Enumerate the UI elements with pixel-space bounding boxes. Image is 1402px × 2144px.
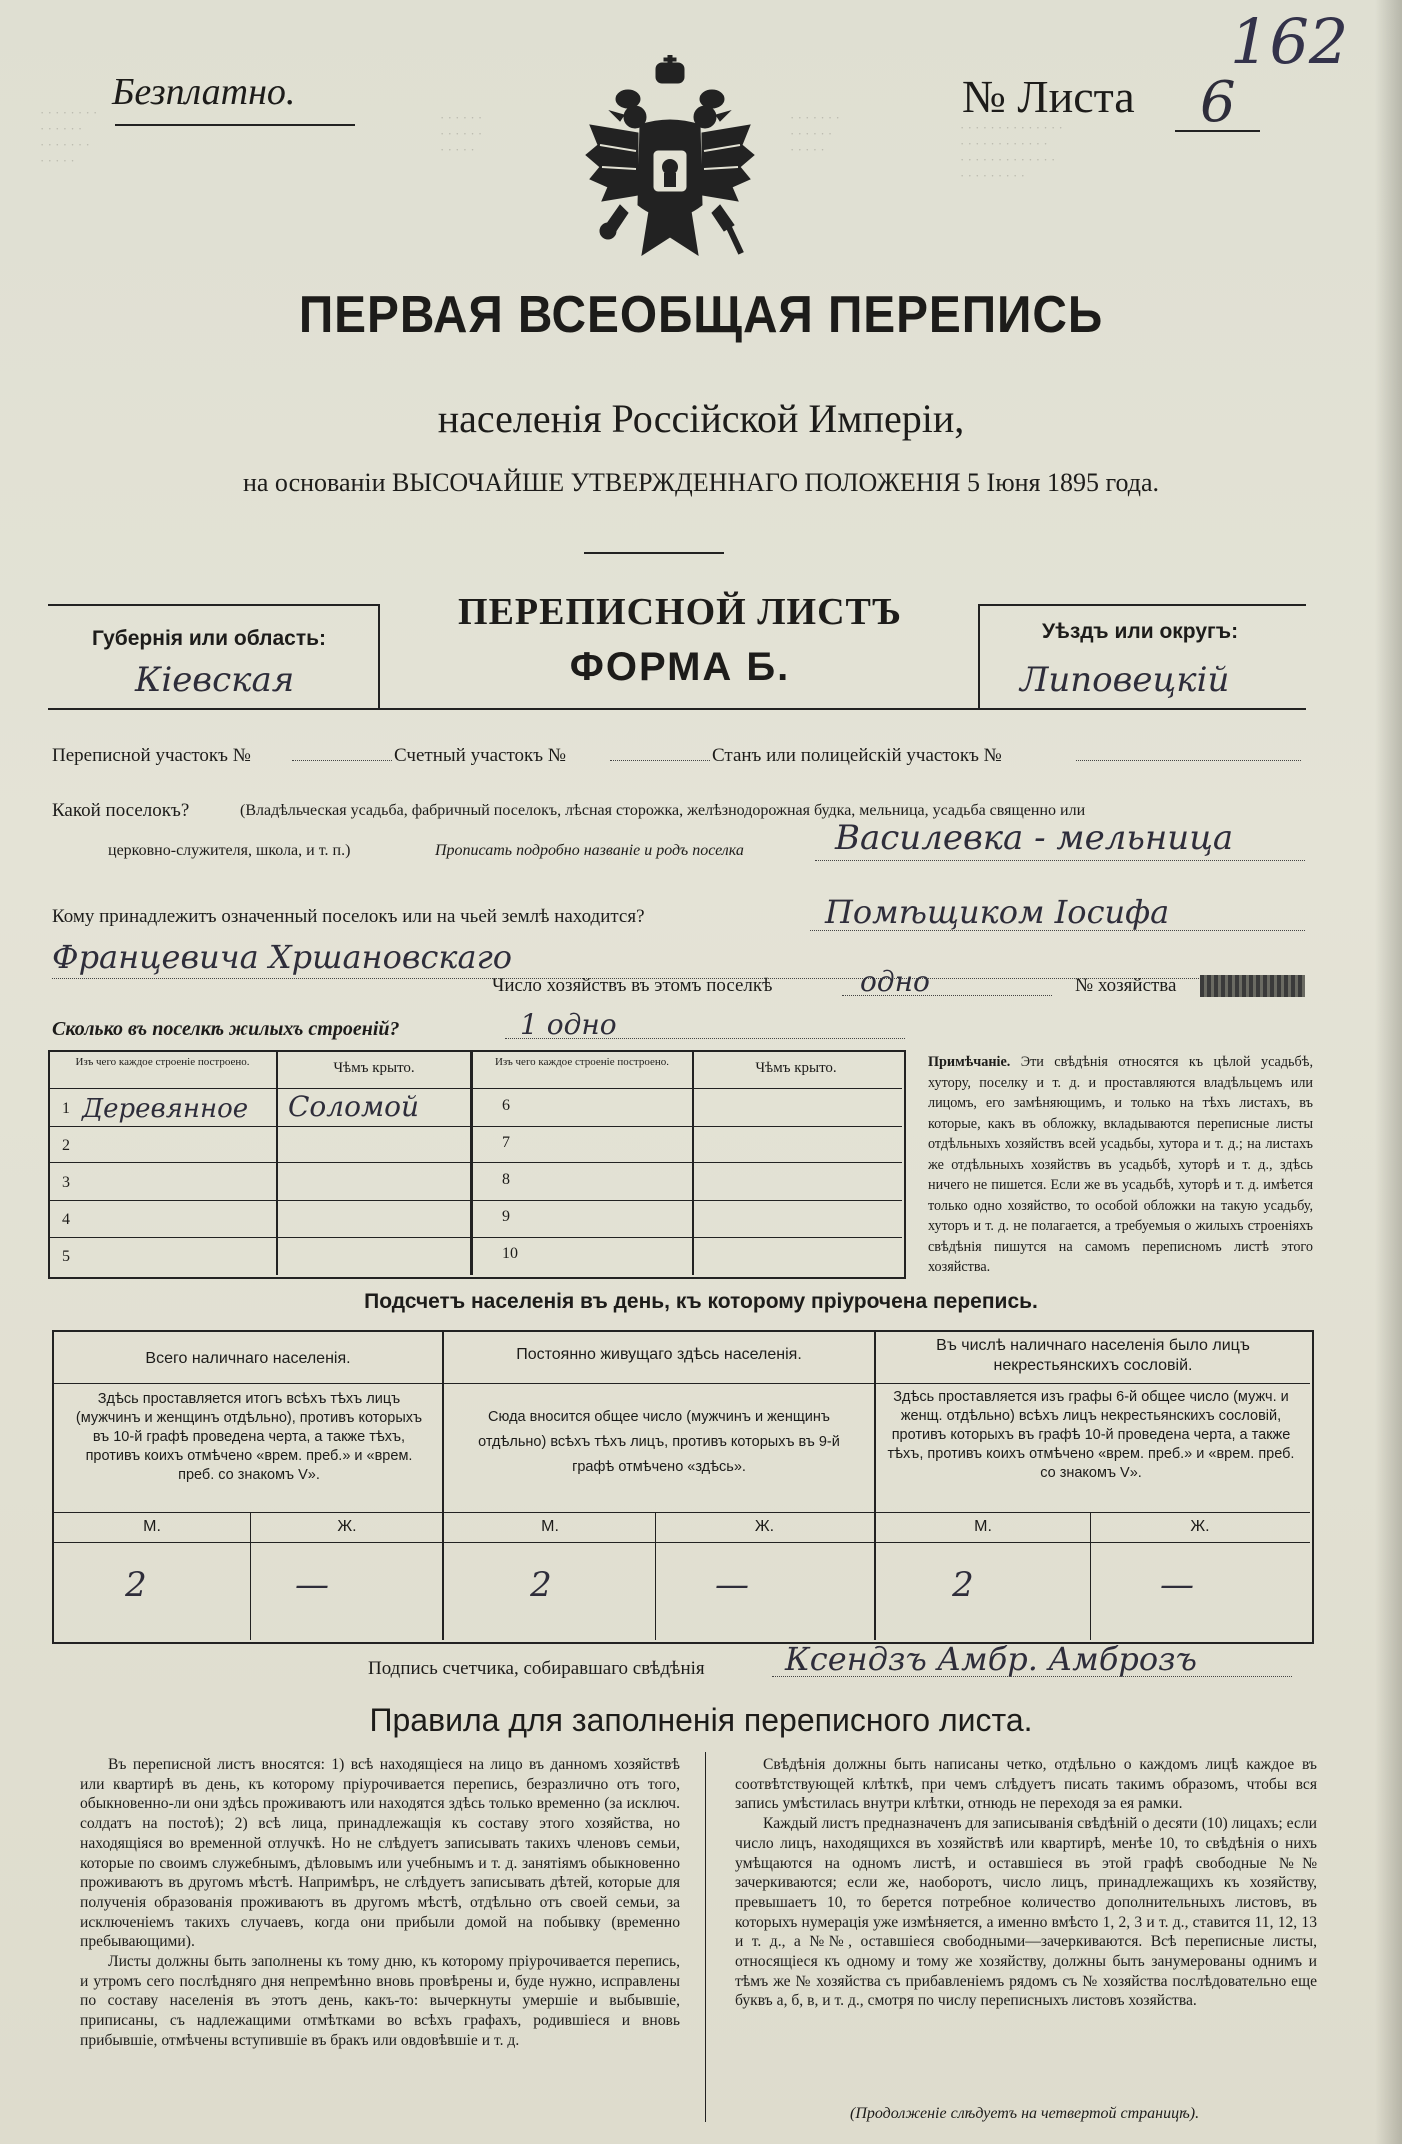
police-district-label: Станъ или полицейскій участокъ № bbox=[712, 745, 1002, 766]
col-material-header: Изъ чего каждое строеніе построено. bbox=[494, 1056, 670, 1068]
title-separator bbox=[584, 552, 724, 554]
census-subtitle: населенія Россійской Имперіи, bbox=[437, 396, 965, 441]
note-text: Эти свѣдѣнія относятся къ цѣлой усадьбѣ, хутору, поселку и т. д. и проставляются владѣльцемъ или лицомъ, его замѣняющимъ, и только на тѣхъ листахъ, въ которые, какъ въ обложку, вкладываются переписные листы отдѣльныхъ хозяйствъ всей усадьбы, хутора и т. д.; на листахъ же отдѣльныхъ хозяйствъ въ усадьбѣ, хуторѣ и т. д., здѣсь ничего не пишется. Если же въ усадьбѣ, хуторѣ и т. д. имѣется только одно хозяйство, то особой обложки на такую усадьбу, хуторъ и т. д. не полагается, а требуемыя о жилыхъ строеніяхъ свѣдѣнія пишутся на самомъ переписномъ листѣ этого хозяйства. bbox=[928, 1054, 1313, 1275]
rules-continued-note: (Продолженіе слѣдуетъ на четвертой страницѣ). bbox=[850, 2105, 1200, 2122]
settlement-hint: (Владѣльческая усадьба, фабричный поселокъ, лѣсная сторожка, желѣзнодорожная будка, мельница, усадьба священно или bbox=[240, 802, 1086, 819]
households-label: Число хозяйствъ въ этомъ поселкѣ bbox=[492, 975, 773, 996]
row-number: 9 bbox=[502, 1208, 510, 1225]
bleed-through-text: · · · · · · · · · · · · · · · · · bbox=[440, 110, 483, 157]
bleed-through-text: · · · · · · · · · · · · · · · · · · · · · · · · · · · · · · · · · · · · · · · · · · · · · · · · bbox=[960, 120, 1063, 183]
settlement-label: Какой поселокъ? bbox=[52, 800, 190, 821]
bleed-through-text: · · · · · · · · · · · · · · · · · · · · · · · · · · bbox=[40, 105, 98, 168]
police-district-field bbox=[1076, 760, 1301, 761]
mf-divider bbox=[250, 1512, 251, 1640]
note-block bbox=[928, 1052, 1313, 1278]
rules-left-column bbox=[80, 1755, 680, 2051]
row-number: 1 bbox=[62, 1100, 70, 1117]
row-number: 10 bbox=[502, 1245, 518, 1262]
col-roof-header: Чѣмъ крыто. bbox=[755, 1060, 837, 1076]
mf-divider bbox=[1090, 1512, 1091, 1640]
table-header-rule bbox=[50, 1088, 902, 1089]
row-number: 4 bbox=[62, 1211, 70, 1228]
population-col-rule bbox=[442, 1332, 444, 1640]
sheet-number-underline bbox=[1175, 130, 1260, 132]
row-number: 3 bbox=[62, 1174, 70, 1191]
district-value: Липовецкій bbox=[1020, 660, 1230, 700]
bleed-through-text: · · · · · · · · · · · · · · · · · · bbox=[790, 110, 840, 157]
male-label: М. bbox=[143, 1518, 161, 1535]
rules-right-column bbox=[735, 1755, 1317, 2011]
province-top-rule bbox=[48, 604, 378, 606]
signature-field bbox=[772, 1676, 1292, 1677]
table-col-rule bbox=[470, 1052, 473, 1275]
row-number: 7 bbox=[502, 1134, 510, 1151]
male-label: М. bbox=[974, 1518, 992, 1535]
population-header-rule bbox=[54, 1383, 1310, 1384]
form-header-bottom-rule bbox=[48, 708, 1306, 710]
rules-right-paragraph: Свѣдѣнія должны быть написаны четко, отдѣльно о каждомъ лицѣ каждое въ соотвѣтствующей клѣткѣ, при чемъ слѣдуетъ писать такимъ образомъ, чтобы вся запись умѣстилась внутри клѣтки, отнюдь не переходя за ея рамки. bbox=[735, 1756, 1317, 1813]
row-material: Деревянное bbox=[82, 1094, 249, 1124]
page-edge-shadow bbox=[1375, 0, 1402, 2144]
population-col2-text: Сюда вносится общее число (мужчинъ и женщинъ отдѣльно) всѣхъ тѣхъ лицъ, противъ которыхъ въ 9-й графѣ отмѣчено «здѣсь». bbox=[478, 1409, 840, 1475]
col-roof-header: Чѣмъ крыто. bbox=[333, 1060, 415, 1076]
table-col-rule bbox=[276, 1052, 278, 1275]
rules-left-paragraph: Листы должны быть заполнены къ тому дню, къ которому пріурочивается перепись, и утромъ сего послѣдняго дня непремѣнно вновь провѣрены и, буде нужно, исправлены по составу населенія въ этотъ день, какъ-то: вычеркнуты умершіе и выбывшіе, приписаны, съ надлежащими отмѣтками во всѣхъ графахъ, родившіеся и вновь прибывшіе, отмѣчены вступившіе въ бракъ или овдовѣвшіе и т. д. bbox=[80, 1953, 680, 2049]
total-female-value: — bbox=[295, 1565, 329, 1605]
male-label: М. bbox=[541, 1518, 559, 1535]
population-text-rule bbox=[54, 1512, 1310, 1513]
buildings-label: Сколько въ поселкѣ жилыхъ строеній? bbox=[52, 1018, 400, 1040]
district-label: Уѣздъ или округъ: bbox=[1042, 620, 1239, 643]
row-roof: Соломой bbox=[288, 1090, 420, 1123]
form-type: ФОРМА Б. bbox=[569, 645, 791, 689]
settlement-hint-2: церковно-служителя, школа, и т. п.) bbox=[108, 842, 351, 859]
province-value: Кіевская bbox=[135, 660, 295, 700]
census-district-field bbox=[292, 760, 392, 761]
resident-female-value: — bbox=[715, 1565, 749, 1605]
rules-title: Правила для заполненія переписного листа. bbox=[369, 1702, 1033, 1738]
settlement-instruction: Прописать подробно названіе и родъ поселка bbox=[435, 842, 744, 859]
settlement-field bbox=[815, 860, 1305, 861]
population-col3-text: Здѣсь проставляется изъ графы 6-й общее число (мужч. и женщ. отдѣльно) всѣхъ лицъ некрестьянскихъ сословій, противъ которыхъ въ графѣ 10-й проведена черта, а также тѣхъ, противъ коихъ отмѣчено «врем. преб.» и «врем. преб. со знакомъ V». bbox=[887, 1389, 1295, 1481]
district-top-rule bbox=[978, 604, 1306, 606]
household-number-label: № хозяйства bbox=[1075, 975, 1177, 996]
households-value: одно bbox=[860, 965, 930, 998]
owner-value-2: Францевича Хршановскаго bbox=[52, 938, 513, 976]
households-field bbox=[842, 995, 1052, 996]
census-title: ПЕРВАЯ ВСЕОБЩАЯ ПЕРЕПИСЬ bbox=[298, 286, 1104, 344]
double-headed-eagle-emblem bbox=[580, 55, 760, 270]
rules-left-paragraph: Въ переписной листъ вносятся: 1) всѣ находящіеся на лицо въ данномъ хозяйствѣ или квартирѣ въ день, къ которому пріурочивается перепись, безразлично отъ того, обыкновенно-ли они здѣсь проживаютъ или находятся здѣсь только временно (за исключ. солдатъ на постоѣ); 2) всѣ лица, принадлежащія къ составу этого хозяйства, но находящіяся во временной отлучкѣ. Но не слѣдуетъ записывать такихъ членовъ семьи, которые по своимъ служебнымъ, дѣловымъ или учебнымъ и т. д. занятіямъ обыкновенно проживаютъ въ другомъ мѣстѣ. Напримѣръ, не слѣдуетъ записывать дѣтей, которые для полученія образованія проживаютъ въ другомъ мѣстѣ, отдѣльно отъ своей семьи, за исключеніемъ такихъ случаевъ, когда они прибыли домой на побывку (временно пребывающими). bbox=[80, 1756, 680, 1951]
non-peasant-female-value: — bbox=[1160, 1565, 1194, 1605]
owner-label: Кому принадлежитъ означенный поселокъ или на чьей землѣ находится? bbox=[52, 906, 645, 927]
signature-label: Подпись счетчика, собиравшаго свѣдѣнія bbox=[368, 1658, 705, 1679]
district-box-rule bbox=[978, 604, 980, 710]
row-number: 6 bbox=[502, 1097, 510, 1114]
signature-value: Ксендзъ Амбр. Амброзъ bbox=[785, 1640, 1197, 1678]
row-number: 5 bbox=[62, 1248, 70, 1265]
form-name: ПЕРЕПИСНОЙ ЛИСТЪ bbox=[458, 591, 902, 633]
population-col3-header: Въ числѣ наличнаго населенія было лицъ некрестьянскихъ сословій. bbox=[936, 1337, 1250, 1374]
owner-value-1: Помѣщиком Іосифа bbox=[825, 893, 1170, 931]
census-basis: на основаніи ВЫСОЧАЙШЕ УТВЕРЖДЕННАГО ПОЛОЖЕНІЯ 5 Іюня 1895 года. bbox=[242, 468, 1160, 497]
page-number: 162 bbox=[1230, 5, 1349, 78]
buildings-table bbox=[48, 1050, 906, 1279]
free-underline bbox=[115, 124, 355, 126]
row-number: 2 bbox=[62, 1137, 70, 1154]
census-district-label: Переписной участокъ № bbox=[52, 745, 251, 766]
free-label: Безплатно. bbox=[112, 71, 296, 113]
sheet-number-value: 6 bbox=[1200, 70, 1236, 135]
count-district-label: Счетный участокъ № bbox=[394, 745, 566, 766]
col-material-header: Изъ чего каждое строеніе построено. bbox=[75, 1056, 250, 1068]
population-col1-text: Здѣсь проставляется итогъ всѣхъ тѣхъ лицъ (мужчинъ и женщинъ отдѣльно), противъ которыхъ въ 10-й графѣ проведена черта, а также тѣхъ, противъ коихъ отмѣчено «врем. преб.» и «врем. преб. со знакомъ V». bbox=[75, 1391, 423, 1483]
mf-divider bbox=[655, 1512, 656, 1640]
table-row-rule bbox=[50, 1237, 902, 1238]
non-peasant-male-value: 2 bbox=[952, 1565, 974, 1605]
table-row-rule bbox=[50, 1162, 902, 1163]
resident-male-value: 2 bbox=[530, 1565, 552, 1605]
table-col-rule bbox=[692, 1052, 694, 1275]
rules-column-divider bbox=[705, 1752, 706, 2122]
household-number-redaction bbox=[1200, 975, 1305, 997]
population-mf-rule bbox=[54, 1542, 1310, 1543]
population-col2-header: Постоянно живущаго здѣсь населенія. bbox=[516, 1346, 802, 1363]
table-row-rule bbox=[50, 1200, 902, 1201]
female-label: Ж. bbox=[754, 1518, 775, 1535]
table-row-rule bbox=[50, 1126, 902, 1127]
sheet-number-label: № Листа bbox=[962, 71, 1135, 122]
female-label: Ж. bbox=[1190, 1518, 1210, 1535]
rules-right-paragraph: Каждый листъ предназначенъ для записыванія свѣдѣній о десяти (10) лицахъ; если число лицъ, находящихся въ хозяйствѣ или квартирѣ, менѣе 10, то свѣдѣнія о нихъ умѣщаются на одномъ листѣ, и оставшіеся въ этой графѣ свободные №№ зачеркиваются; если же, наоборотъ, число лицъ, принадлежащихъ къ хозяйству, превышаетъ 10, то берется потребное количество дополнительныхъ листовъ, въ которыхъ нумерація уже измѣняется, а именно вмѣсто 1, 2, 3 и т. д., ставится 11, 12, 13 и т. д., а №№, оставшіеся свободными—зачеркиваются. Всѣ переписные листы, относящіеся къ одному и тому же хозяйству, должны быть занумерованы однимъ и тѣмъ же № хозяйства съ прибавленіемъ рядомъ съ № хозяйства послѣдовательно еще буквъ а, б, в, и т. д., смотря по числу переписныхъ листовъ хозяйства. bbox=[735, 1815, 1317, 2010]
total-male-value: 2 bbox=[125, 1565, 147, 1605]
buildings-field bbox=[505, 1038, 905, 1039]
buildings-value: 1 одно bbox=[520, 1008, 617, 1041]
row-number: 8 bbox=[502, 1171, 510, 1188]
settlement-value: Василевка - мельница bbox=[835, 818, 1234, 858]
province-label: Губернія или область: bbox=[92, 627, 327, 650]
owner-field-1 bbox=[810, 930, 1305, 931]
female-label: Ж. bbox=[337, 1518, 357, 1535]
population-title: Подсчетъ населенія въ день, къ которому пріурочена перепись. bbox=[364, 1290, 1038, 1313]
note-label: Примѣчаніе. bbox=[928, 1054, 1011, 1070]
population-col1-header: Всего наличнаго населенія. bbox=[145, 1350, 351, 1367]
population-col-rule bbox=[874, 1332, 876, 1640]
count-district-field bbox=[610, 760, 710, 761]
